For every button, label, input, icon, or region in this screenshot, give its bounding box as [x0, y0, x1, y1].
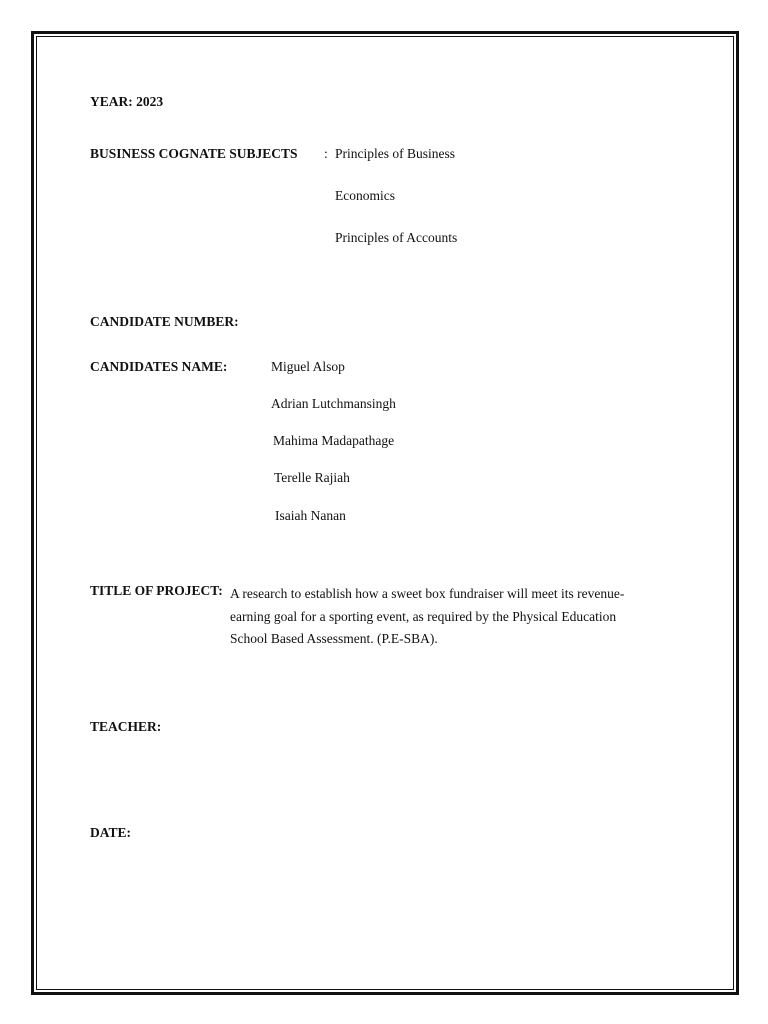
candidate-number-label: CANDIDATE NUMBER: [90, 314, 239, 329]
subject-item: Principles of Accounts [335, 230, 458, 245]
candidate-name: Mahima Madapathage [273, 433, 395, 448]
subjects-label: BUSINESS COGNATE SUBJECTS [90, 146, 298, 161]
year-label: YEAR: 2023 [90, 94, 164, 109]
subjects-colon: : [324, 146, 328, 161]
project-title-line: School Based Assessment. (P.E-SBA). [230, 631, 438, 646]
project-title-text [230, 583, 700, 651]
candidates-name-label: CANDIDATES NAME: [90, 359, 228, 374]
project-title-line: A research to establish how a sweet box fundraiser will meet its revenue- [230, 586, 625, 601]
project-title-line: earning goal for a sporting event, as required by the Physical Education [230, 608, 617, 624]
teacher-label: TEACHER: [90, 719, 162, 734]
date-label: DATE: [90, 825, 132, 840]
subject-item: Principles of Business [335, 146, 455, 161]
page-border-inner [36, 36, 734, 990]
candidate-name: Adrian Lutchmansingh [271, 396, 396, 411]
page-border [31, 31, 739, 995]
candidate-name: Terelle Rajiah [274, 470, 350, 485]
subject-item: Economics [335, 188, 395, 203]
candidate-name: Miguel Alsop [271, 359, 345, 374]
candidate-name: Isaiah Nanan [275, 508, 346, 523]
project-title-label: TITLE OF PROJECT: [90, 583, 223, 598]
